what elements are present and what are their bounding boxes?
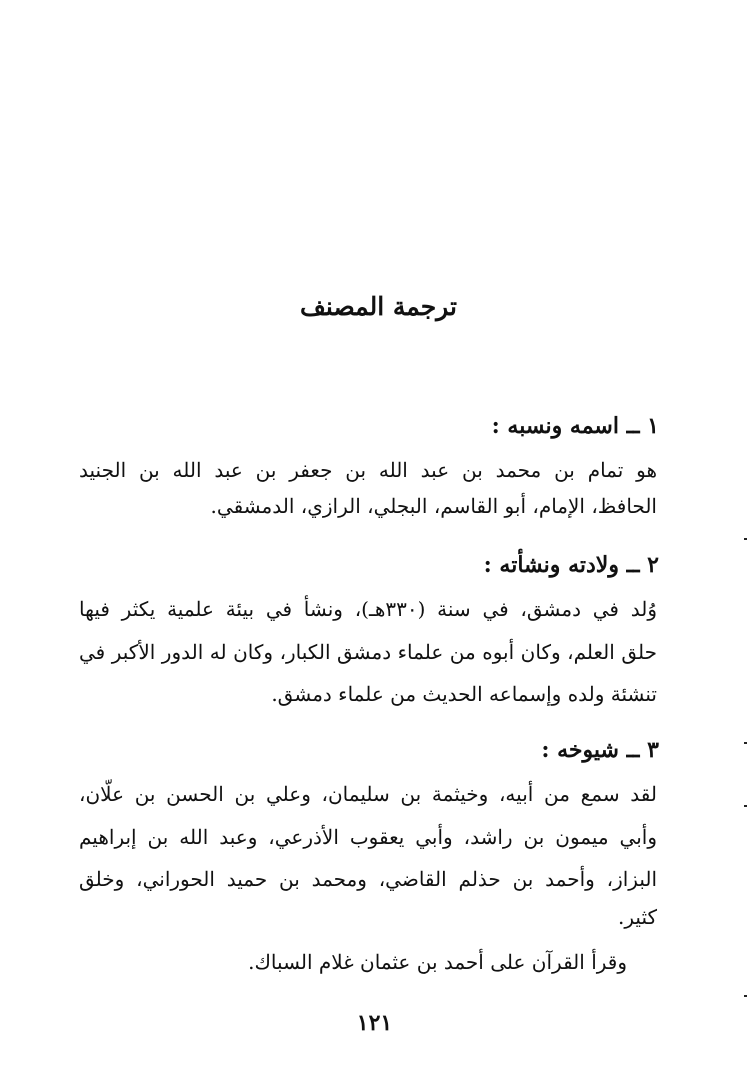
text-line: الحافظ، الإمام، أبو القاسم، البجلي، الرازي، الدمشقي. <box>210 494 657 518</box>
margin-mark <box>744 995 747 997</box>
text-line: هو تمام بن محمد بن عبد الله بن جعفر بن عبد الله بن الجنيد <box>79 458 657 482</box>
text-line: البزاز، وأحمد بن حذلم القاضي، ومحمد بن حميد الحوراني، وخلق <box>79 867 657 891</box>
page-number: ١٢١ <box>356 1010 393 1036</box>
text-line: حلق العلم، وكان أبوه من علماء دمشق الكبار، وكان له الدور الأكبر في <box>79 640 657 664</box>
section-heading-birth: ٢ ــ ولادته ونشأته : <box>483 552 659 578</box>
margin-mark <box>744 805 747 807</box>
text-line: لقد سمع من أبيه، وخيثمة بن سليمان، وعلي بن الحسن بن علّان، <box>79 782 657 806</box>
text-line: وأبي ميمون بن راشد، وأبي يعقوب الأذرعي، وعبد الله بن إبراهيم <box>79 825 657 849</box>
text-line: تنشئة ولده وإسماعه الحديث من علماء دمشق. <box>271 682 657 706</box>
section-heading-name: ١ ــ اسمه ونسبه : <box>491 413 659 439</box>
margin-mark <box>744 538 747 540</box>
section-heading-teachers: ٣ ــ شيوخه : <box>541 737 659 763</box>
text-line: وقرأ القرآن على أحمد بن عثمان غلام السباك. <box>248 950 627 974</box>
margin-mark <box>744 742 747 744</box>
text-line: وُلد في دمشق، في سنة (٣٣٠هـ)، ونشأ في بيئة علمية يكثر فيها <box>79 597 657 621</box>
text-line: كثير. <box>618 905 657 929</box>
page-title: ترجمة المصنف <box>300 292 457 321</box>
